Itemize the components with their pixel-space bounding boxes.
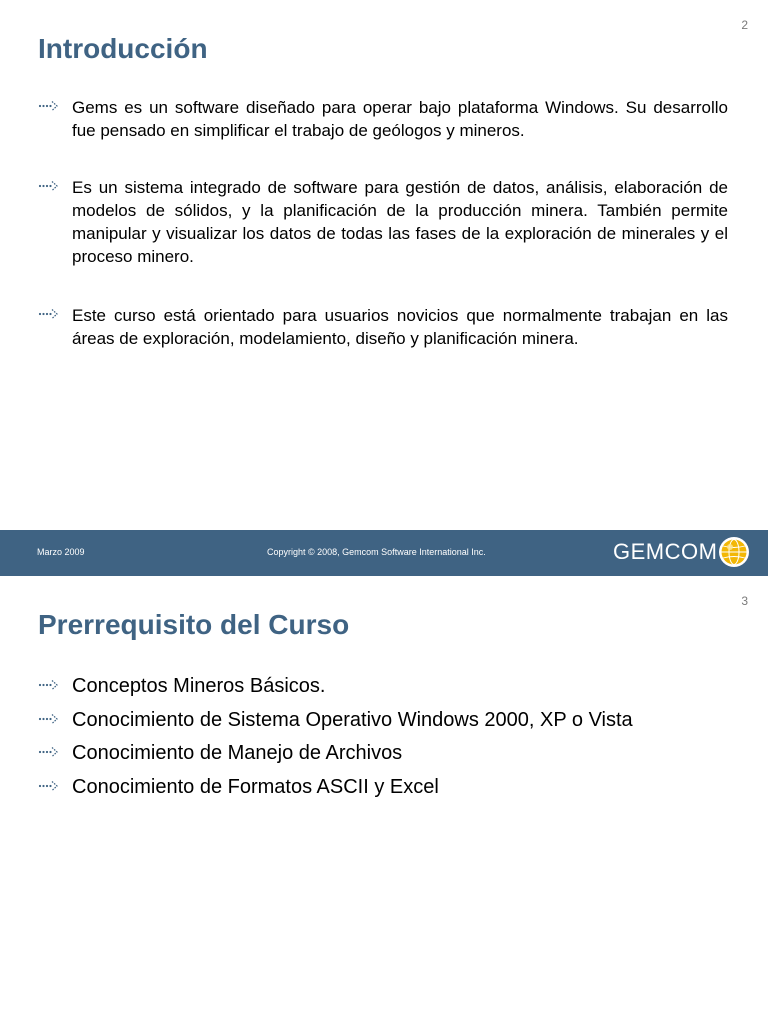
globe-icon bbox=[718, 536, 750, 568]
dotted-arrow-icon bbox=[38, 99, 60, 113]
footer-date: Marzo 2009 bbox=[37, 547, 85, 557]
bullet-list bbox=[38, 674, 738, 808]
bullet-item bbox=[38, 741, 738, 765]
bullet-item bbox=[38, 708, 738, 732]
page-number: 3 bbox=[741, 594, 748, 608]
bullet-item bbox=[38, 304, 728, 350]
slide-title: Prerrequisito del Curso bbox=[38, 609, 350, 640]
dotted-arrow-icon bbox=[38, 678, 60, 692]
bullet-item bbox=[38, 775, 738, 799]
slide-title: Introducción bbox=[38, 33, 208, 64]
bullet-item bbox=[38, 176, 728, 268]
bullet-text: Conceptos Mineros Básicos. bbox=[72, 675, 326, 697]
dotted-arrow-icon bbox=[38, 779, 60, 793]
gemcom-logo-text: GEMCOM bbox=[613, 539, 718, 564]
bullet-list bbox=[38, 96, 728, 384]
bullet-item bbox=[38, 674, 738, 698]
bullet-text: Conocimiento de Manejo de Archivos bbox=[72, 742, 403, 764]
slide-footer bbox=[0, 530, 768, 576]
dotted-arrow-icon bbox=[38, 745, 60, 759]
bullet-text: Conocimiento de Formatos ASCII y Excel bbox=[72, 775, 439, 798]
slide-3 bbox=[0, 576, 768, 1024]
bullet-text: Conocimiento de Sistema Operativo Windows 2000, XP o Vista bbox=[72, 708, 633, 731]
page-number: 2 bbox=[741, 18, 748, 32]
bullet-text: Es un sistema integrado de software para gestión de datos, análisis, elaboración de modelos de sólidos, y la planificación de la producción minera. También permite manipular y visualizar los datos de todas las fases de la exploración de minerales y el proceso minero. bbox=[72, 178, 728, 266]
dotted-arrow-icon bbox=[38, 712, 60, 726]
dotted-arrow-icon bbox=[38, 179, 60, 193]
bullet-text: Este curso está orientado para usuarios novicios que normalmente trabajan en las áreas de exploración, modelamiento, diseño y planificación minera. bbox=[72, 306, 728, 348]
bullet-text: Gems es un software diseñado para operar bajo plataforma Windows. Su desarrollo fue pensado en simplificar el trabajo de geólogos y mineros. bbox=[72, 98, 728, 140]
dotted-arrow-icon bbox=[38, 307, 60, 321]
bullet-item bbox=[38, 96, 728, 142]
footer-copyright: Copyright © 2008, Gemcom Software International Inc. bbox=[267, 547, 486, 557]
